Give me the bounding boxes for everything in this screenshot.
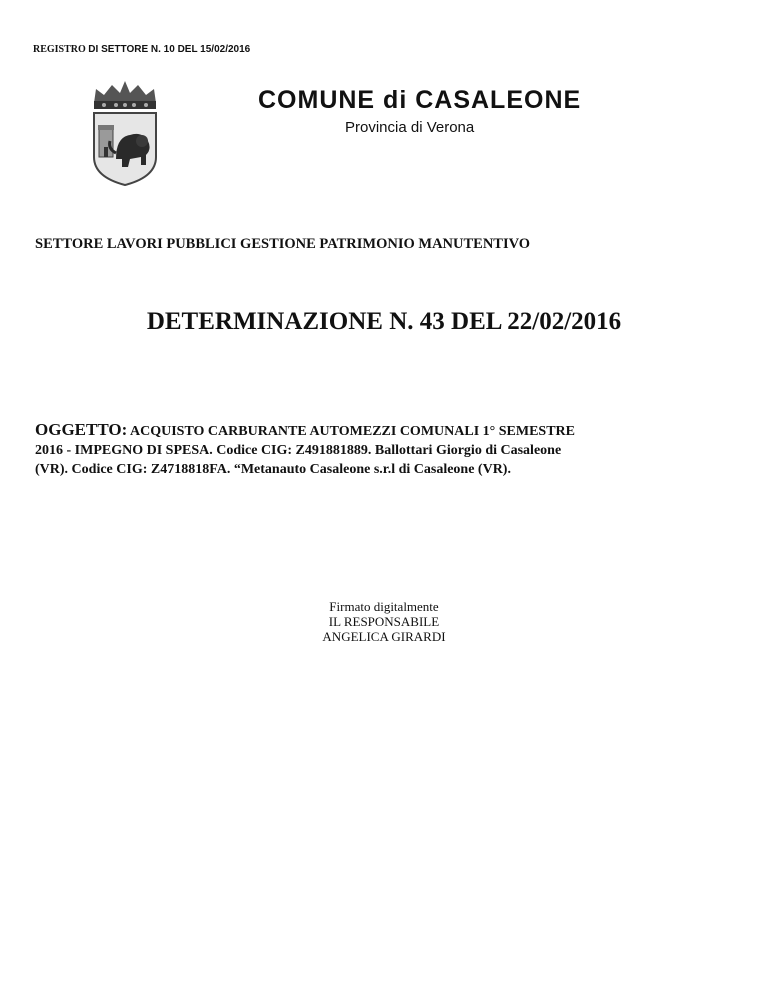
signature-line-2: IL RESPONSABILE (328, 614, 440, 629)
signature-block (0, 599, 768, 644)
registro-prefix: REGISTRO (33, 44, 86, 55)
registro-text: DI SETTORE N. 10 DEL 15/02/2016 (88, 44, 251, 55)
oggetto-label: OGGETTO: (35, 420, 128, 439)
oggetto-block (35, 420, 735, 479)
oggetto-line-2: 2016 - IMPEGNO DI SPESA. Codice CIG: Z491881889. Ballottari Giorgio di Casaleone (35, 443, 562, 458)
determinazione-title: DETERMINAZIONE N. 43 DEL 22/02/2016 (146, 308, 622, 335)
oggetto-line-3: (VR). Codice CIG: Z4718818FA. “Metanauto Casaleone s.r.l di Casaleone (VR). (35, 462, 511, 477)
signature-line-1: Firmato digitalmente (329, 599, 439, 614)
signature-line-3: ANGELICA GIRARDI (322, 629, 446, 644)
registro-line (33, 44, 250, 55)
comune-title: COMUNE di CASALEONE (258, 86, 582, 114)
oggetto-line-1 (35, 420, 735, 441)
provincia-subtitle: Provincia di Verona (345, 119, 475, 136)
coat-of-arms-icon (86, 77, 164, 187)
oggetto-text-1: ACQUISTO CARBURANTE AUTOMEZZI COMUNALI 1° SEMESTRE (130, 424, 575, 439)
settore-heading: SETTORE LAVORI PUBBLICI GESTIONE PATRIMONIO MANUTENTIVO (35, 236, 531, 252)
